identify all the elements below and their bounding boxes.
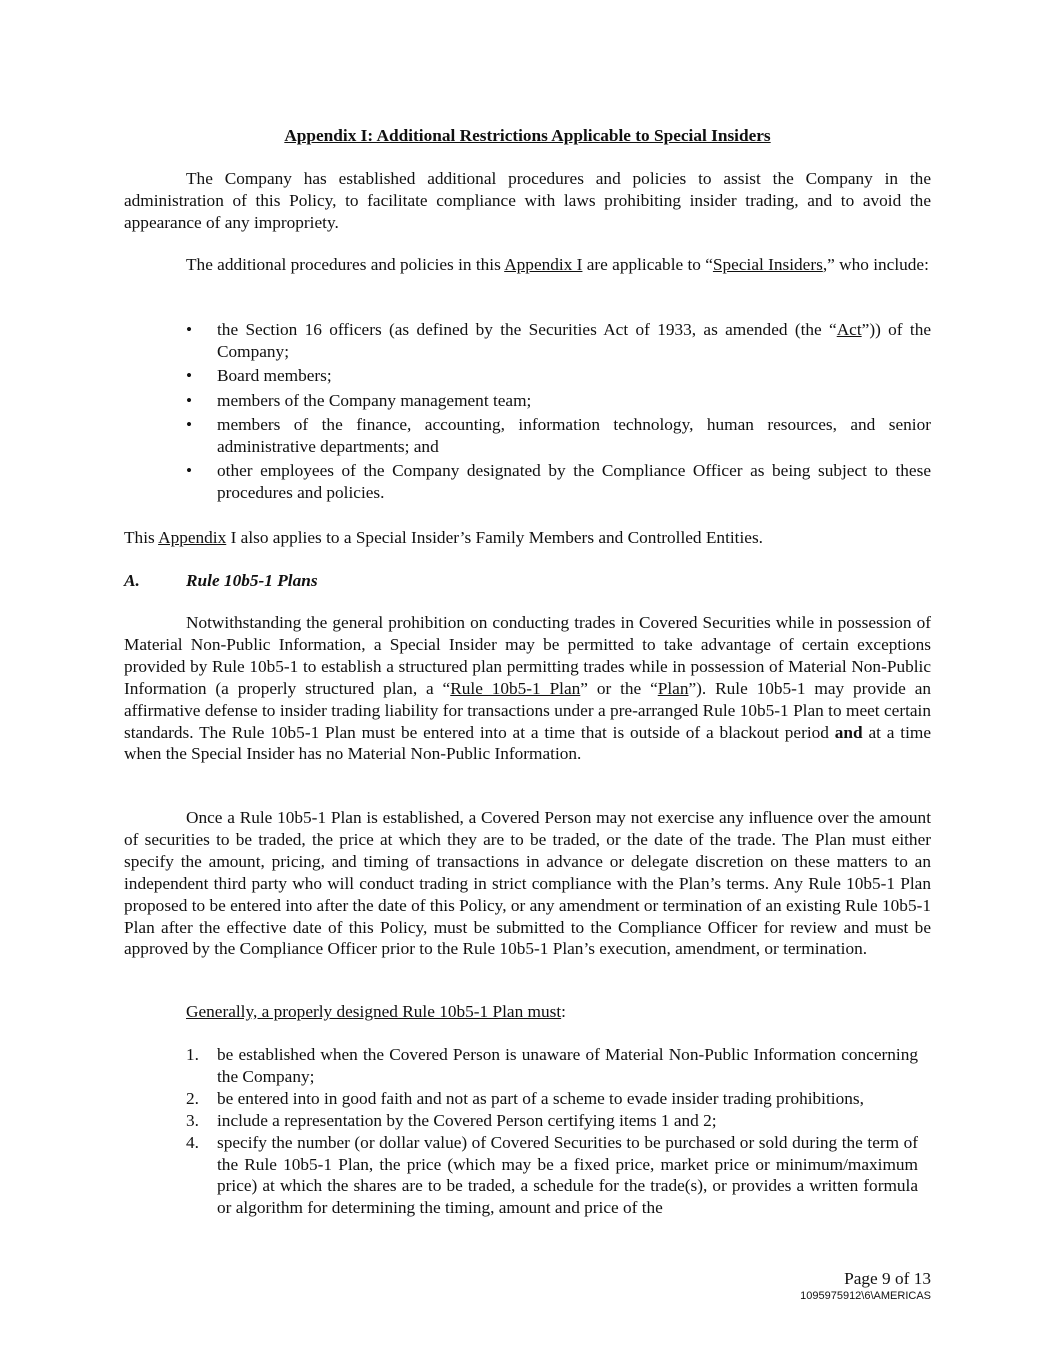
appendix-i-reference: Appendix I (504, 255, 583, 274)
list-item: 3. include a representation by the Covered Person certifying items 1 and 2; (186, 1110, 717, 1130)
page-title: Appendix I: Additional Restrictions Applicable to Special Insiders (284, 126, 771, 145)
generally-heading: Generally, a properly designed Rule 10b5-1 Plan must: (186, 1002, 566, 1021)
generally-label: Generally, a properly designed Rule 10b5-1 Plan must (186, 1002, 562, 1021)
item-number: 1. (186, 1045, 199, 1064)
special-insiders-list (124, 319, 931, 504)
list-item: • members of the Company management team; (186, 390, 532, 410)
list-item: • other employees of the Company designated by the Compliance Officer as being subject to these procedures and policies. (186, 461, 931, 503)
section-a-heading (124, 570, 318, 592)
item-number: 2. (186, 1088, 199, 1108)
list-item: • Board members; (186, 366, 332, 386)
and-emphasis: and (834, 722, 863, 742)
plan-established-paragraph: Once a Rule 10b5-1 Plan is established, a Covered Person may not exercise any influence over the amount of securities to be traded, the price at which they are to be traded, or the date of the trade. The Plan must either specify the amount, pricing, and timing of transactions in advance or delegate discretion on these matters to an independent third party who will conduct trading in strict compliance with the Plan’s terms. Any Rule 10b5-1 Plan proposed to be entered into after the date of this Policy, or any amendment or termination of an existing Rule 10b5-1 Plan after the effective date of this Policy, must be submitted to the Compliance Officer for review and must be approved by the Compliance Officer prior to the Rule 10b5-1 Plan’s execution, amendment, or termination. (124, 808, 931, 959)
document-id: 1095975912\6\AMERICAS (800, 1290, 931, 1302)
item-number: 4. (186, 1132, 199, 1152)
applicability-text-after: ,” who include: (822, 255, 929, 274)
section-letter: A. (124, 571, 140, 590)
list-item: 1. be established when the Covered Person is unaware of Material Non-Public Information concerning the Company; (186, 1045, 918, 1086)
bullet-icon: • (186, 461, 193, 481)
applicability-paragraph (124, 254, 931, 276)
list-item: 4. specify the number (or dollar value) of Covered Securities to be purchased or sold during the term of the Rule 10b5-1 Plan, the price (which may be a fixed price, market price or minimum/maximum price) at which the shares are to be traded, a schedule for the trade(s), or provides a written formula or algorithm for determining the timing, amount and price of the (186, 1132, 918, 1218)
applicability-text-before: The additional procedures and policies in this (186, 255, 505, 274)
plan-requirements-list (124, 1044, 918, 1219)
special-insiders-term: Special Insiders (712, 255, 823, 274)
bullet-icon: • (186, 390, 193, 410)
item-number: 3. (186, 1110, 199, 1130)
list-item: • members of the finance, accounting, information technology, human resources, and senior administrative departments; and (186, 415, 931, 457)
section-title: Rule 10b5-1 Plans (186, 571, 318, 590)
rule-10b5-1-paragraph: Notwithstanding the general prohibition on conducting trades in Covered Securities while in possession of Material Non-Public Information, a Special Insider may be permitted to take advantage of certain exceptions provided by Rule 10b5-1 to establish a structured plan permitting trades while in possession of Material Non-Public Information (a properly structured plan, a “Rule 10b5-1 Plan” or the “Plan”). Rule 10b5-1 may provide an affirmative defense to insider trading liability for transactions under a pre-arranged Rule 10b5-1 Plan to meet certain standards. The Rule 10b5-1 Plan must be entered into at a time that is outside of a blackout period and at a time when the Special Insider has no Material Non-Public Information. (124, 613, 932, 764)
intro-paragraph: The Company has established additional procedures and policies to assist the Company in the administration of this Policy, to facilitate compliance with laws prohibiting insider trading, and to avoid the appearance of any impropriety. (124, 169, 931, 232)
list-item: • the Section 16 officers (as defined by the Securities Act of 1933, as amended (the “Act”)) of the Company; (186, 320, 931, 361)
bullet-icon: • (186, 415, 193, 435)
family-members-paragraph: This Appendix I also applies to a Special Insider’s Family Members and Controlled Entities. (124, 528, 763, 547)
plan-term: Plan (657, 678, 689, 698)
page-number: Page 9 of 13 (844, 1269, 931, 1288)
bullet-icon: • (186, 320, 193, 339)
bullet-icon: • (186, 366, 193, 386)
list-item: 2. be entered into in good faith and not as part of a scheme to evade insider trading prohibitions, (186, 1088, 864, 1108)
applicability-text-middle: are applicable to “ (582, 255, 713, 274)
rule-plan-term: Rule 10b5-1 Plan (450, 678, 581, 698)
appendix-reference: Appendix (158, 528, 227, 547)
act-term: Act (836, 320, 862, 339)
